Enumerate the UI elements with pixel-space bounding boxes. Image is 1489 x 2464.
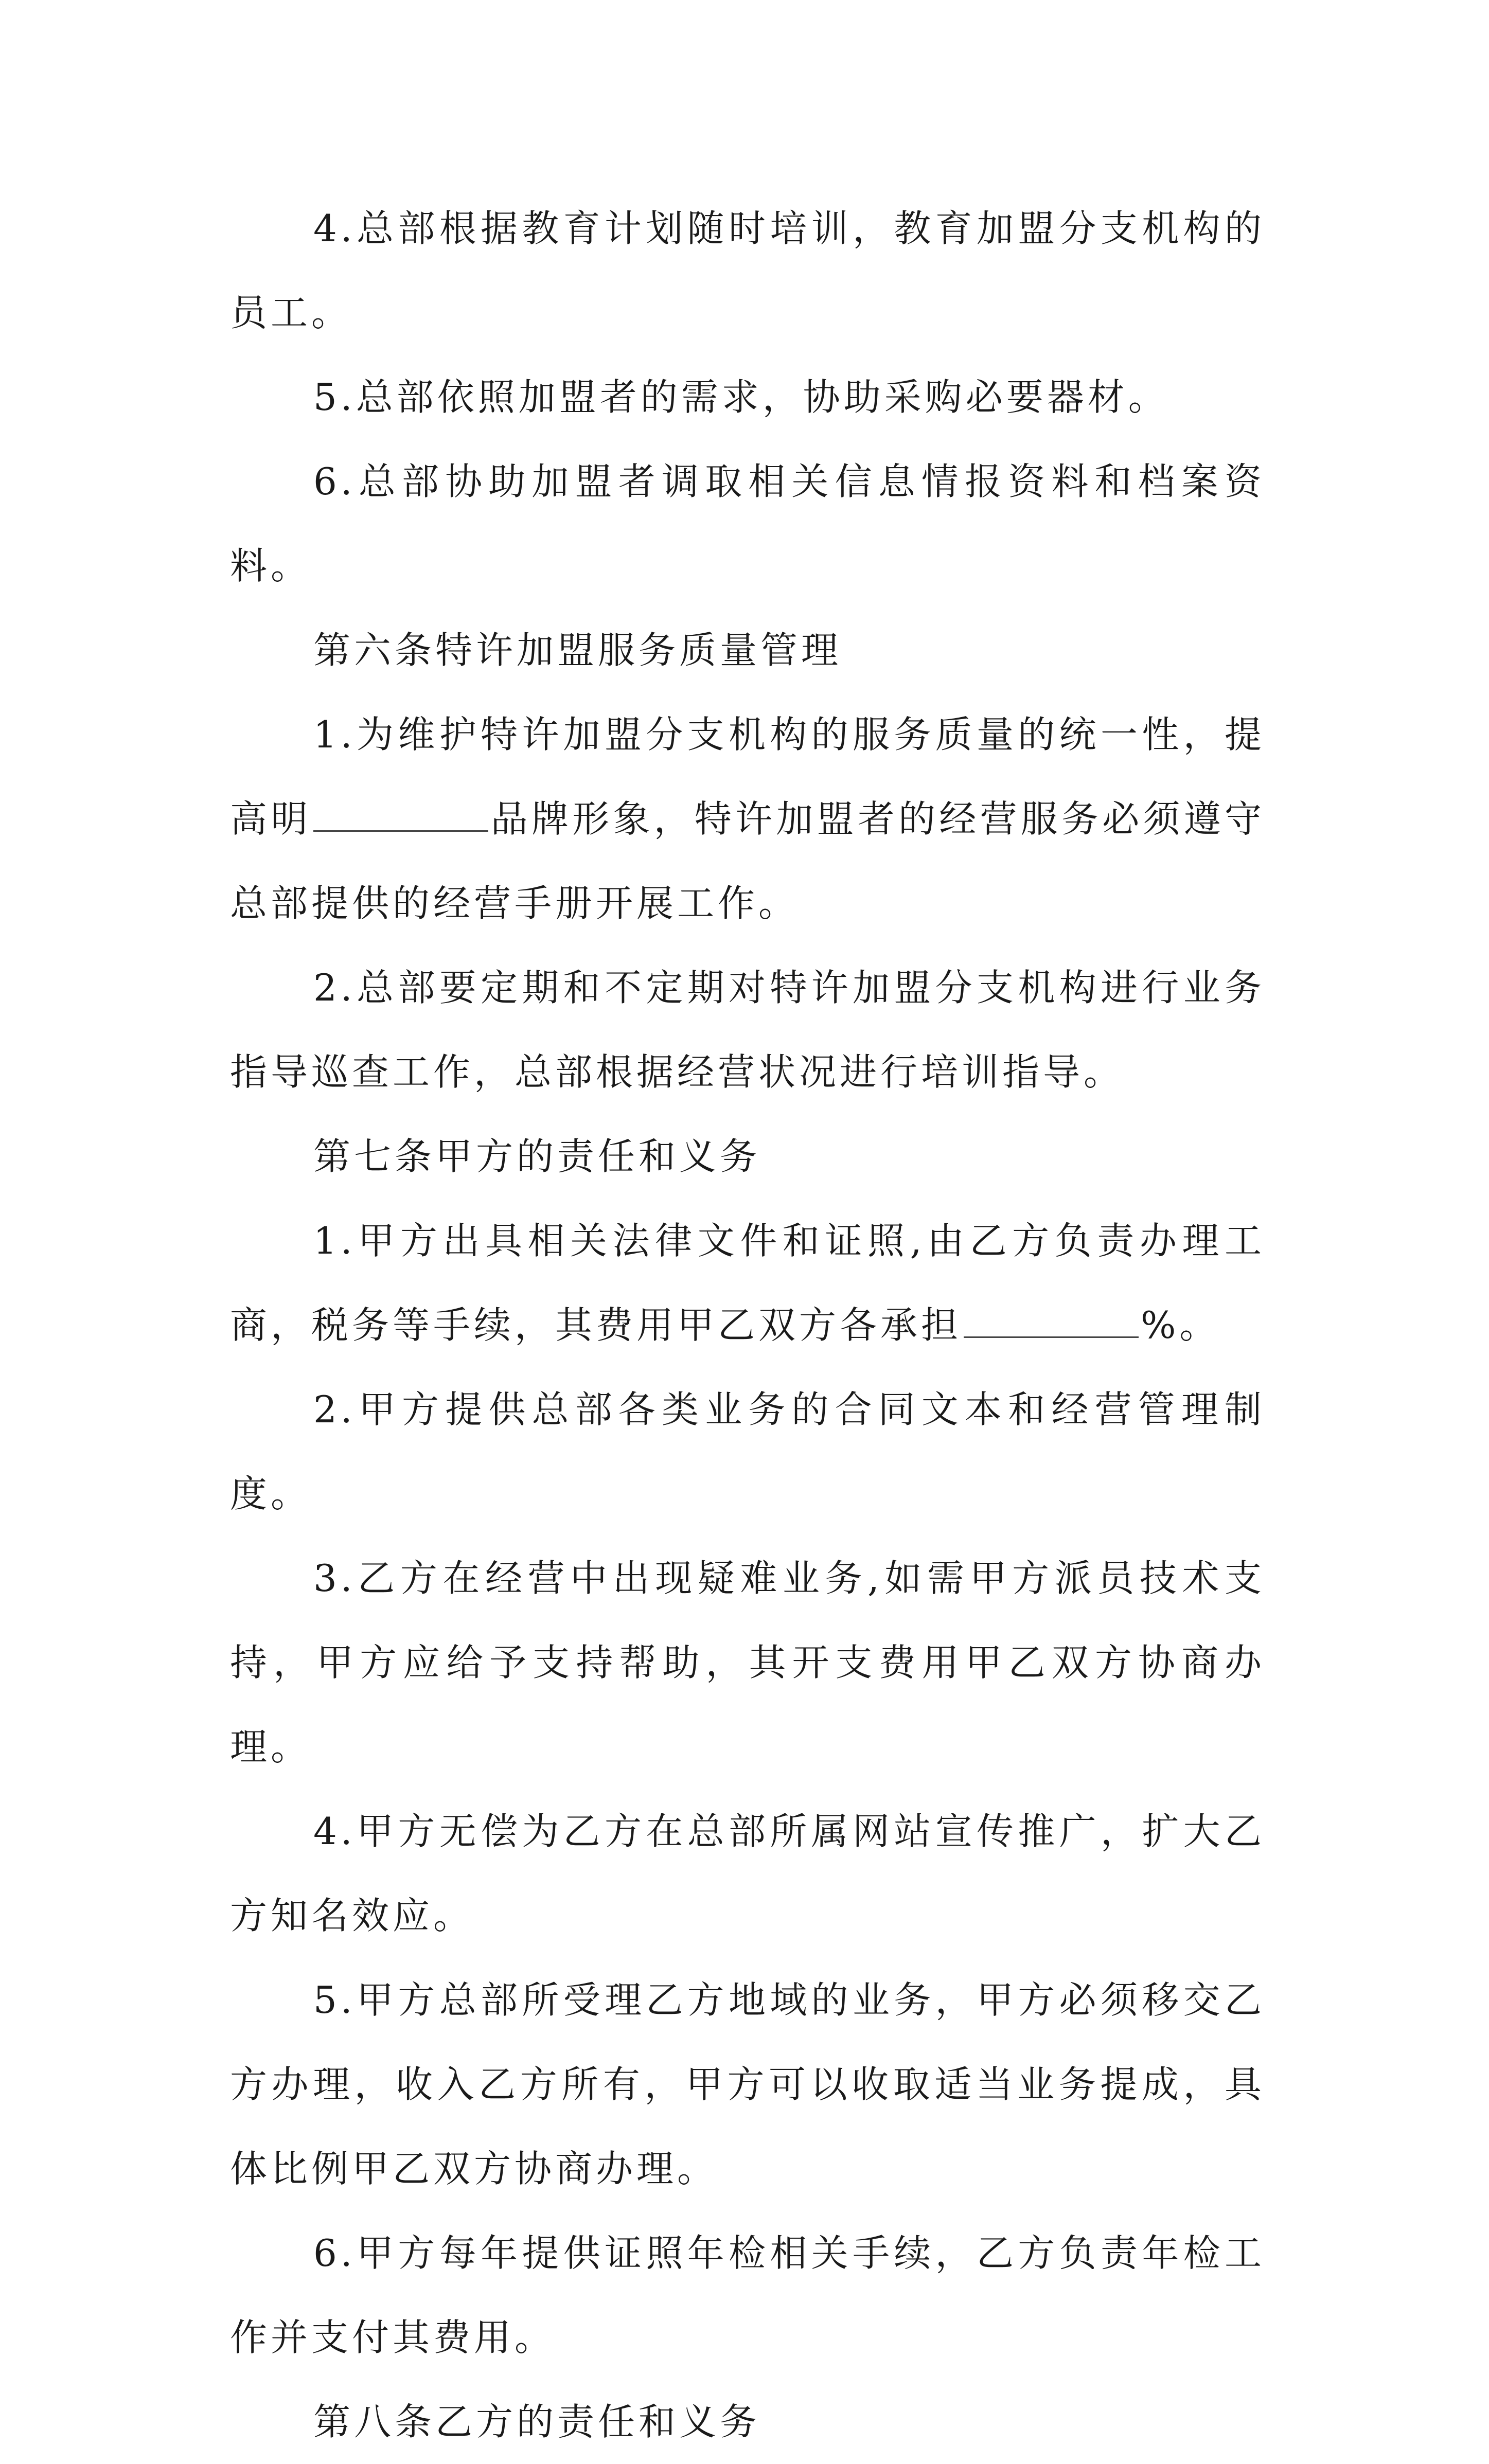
paragraph-text: 3.乙方在经营中出现疑难业务,如需甲方派员技术支持，甲方应给予支持帮助，其开支费用甲乙双方协商办理。 <box>230 1557 1265 1769</box>
paragraph-text: 1.甲方出具相关法律文件和证照,由乙方负责办理工商，税务等手续，其费用甲乙双方各承担 <box>230 1219 1265 1347</box>
paragraph-text: 品牌形象，特许加盟者的经营服务必须遵守总部提供的经营手册开展工作。 <box>230 797 1265 925</box>
paragraph-text: %。 <box>1141 1304 1220 1347</box>
paragraph-party-a-referral <box>230 1958 1265 2211</box>
paragraph-party-a-support <box>230 1536 1265 1789</box>
paragraph-quality-inspection <box>230 945 1265 1114</box>
heading-text: 第八条乙方的责任和义务 <box>313 2400 761 2443</box>
paragraph-quality-uniformity <box>230 692 1265 945</box>
article-8-heading <box>230 2380 1265 2464</box>
paragraph-text: 2.总部要定期和不定期对特许加盟分支机构进行业务指导巡查工作，总部根据经营状况进行培训指导。 <box>230 966 1265 1094</box>
heading-text: 第七条甲方的责任和义务 <box>313 1135 761 1178</box>
paragraph-text: 4.甲方无偿为乙方在总部所属网站宣传推广，扩大乙方知名效应。 <box>230 1810 1265 1937</box>
paragraph-party-a-promotion <box>230 1789 1265 1958</box>
paragraph-party-a-contracts <box>230 1367 1265 1536</box>
paragraph-text: 1.为维护特许加盟分支机构的服务质量的统一性，提高明 <box>230 713 1265 841</box>
document-body <box>230 186 1265 2464</box>
paragraph-text: 6.总部协助加盟者调取相关信息情报资料和档案资料。 <box>230 460 1265 587</box>
paragraph-party-a-documents <box>230 1199 1265 1367</box>
cost-share-percent-blank <box>964 1306 1139 1338</box>
paragraph-hq-procurement <box>230 355 1265 439</box>
paragraph-text: 6.甲方每年提供证照年检相关手续，乙方负责年检工作并支付其费用。 <box>230 2231 1265 2359</box>
paragraph-hq-information <box>230 439 1265 608</box>
paragraph-party-a-inspection <box>230 2211 1265 2380</box>
paragraph-text: 4.总部根据教育计划随时培训，教育加盟分支机构的员工。 <box>230 207 1265 334</box>
paragraph-text: 2.甲方提供总部各类业务的合同文本和经营管理制度。 <box>230 1388 1265 1515</box>
paragraph-text: 5.总部依照加盟者的需求，协助采购必要器材。 <box>313 376 1169 419</box>
brand-name-blank <box>313 799 488 832</box>
article-7-heading <box>230 1114 1265 1199</box>
paragraph-hq-training <box>230 186 1265 355</box>
paragraph-text: 5.甲方总部所受理乙方地域的业务，甲方必须移交乙方办理，收入乙方所有，甲方可以收取适当业务提成，具体比例甲乙双方协商办理。 <box>230 1978 1265 2190</box>
article-6-heading <box>230 608 1265 692</box>
heading-text: 第六条特许加盟服务质量管理 <box>313 629 842 672</box>
